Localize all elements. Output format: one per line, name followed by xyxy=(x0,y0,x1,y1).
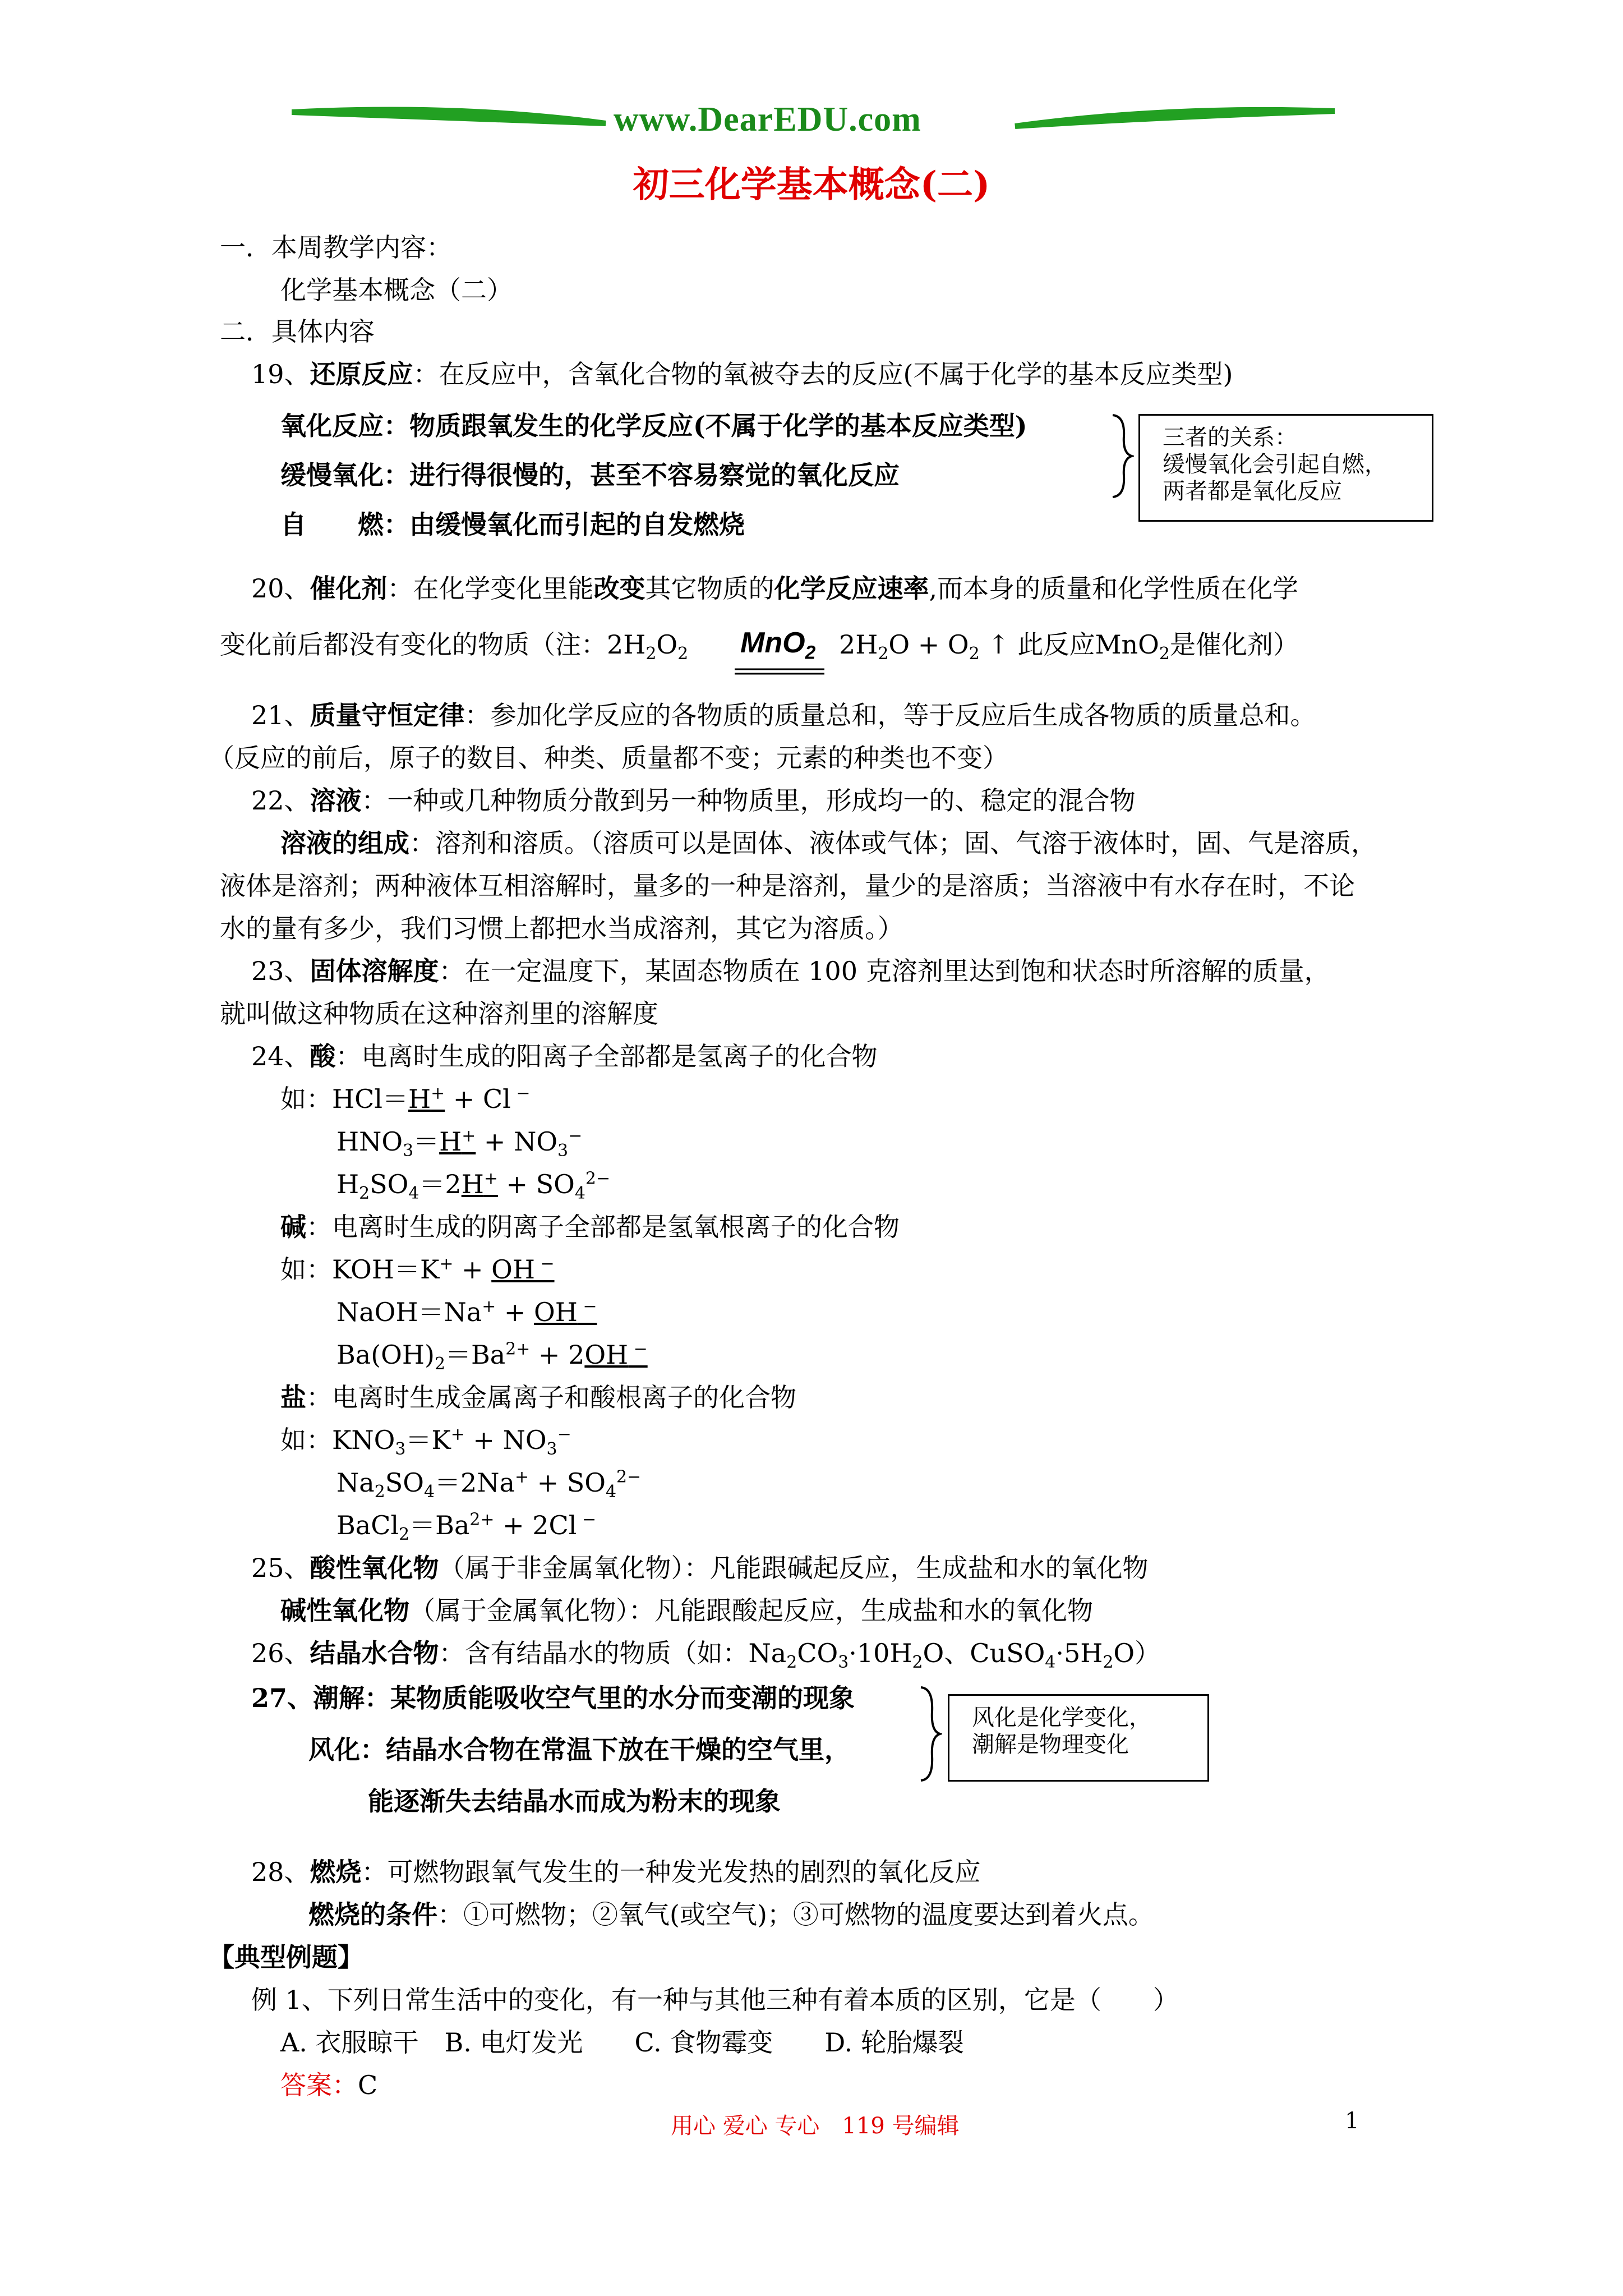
base-example-1: 如：KOH＝K+ + OH − xyxy=(280,1254,555,1285)
item-21-line-2: （反应的前后，原子的数目、种类、质量都不变；元素的种类也不变） xyxy=(209,743,1008,773)
item-28: 28、燃烧：可燃物跟氧气发生的一种发光发热的剧烈的氧化反应 xyxy=(251,1857,981,1887)
item-26: 26、结晶水合物：含有结晶水的物质（如：$Na_2CO_3\cdot 10H_2O$、$CuSO_4\cdot 5H_2O$） xyxy=(251,1638,1161,1673)
item-23-line-2: 就叫做这种物质在这种溶剂里的溶解度 xyxy=(220,999,658,1029)
solution-composition: 溶液的组成：溶剂和溶质。（溶质可以是固体、液体或气体；固、气溶于液体时，固、气是溶质， xyxy=(280,828,1377,858)
salt-example-2: $Na_2SO_4=2Na^+ + SO_4^{2-}$ xyxy=(336,1467,642,1502)
example-1-options: A. 衣服晾干 B. 电灯发光 C. 食物霉变 D. 轮胎爆裂 xyxy=(280,2027,964,2058)
item-20: 20、催化剂：在化学变化里能改变其它物质的化学反应速率,而本身的质量和化学性质在化学 xyxy=(251,573,1299,604)
brace-right-1 xyxy=(1112,414,1134,498)
base-example-2: NaOH＝Na+ + OH − xyxy=(336,1296,597,1327)
oxidation-definition: 氧化反应：物质跟氧发生的化学反应(不属于化学的基本反应类型) xyxy=(280,411,1027,441)
reaction-condition-line xyxy=(735,668,824,675)
catalyst-mno2: MnO$_2$ xyxy=(740,627,816,664)
item-23: 23、固体溶解度：在一定温度下，某固态物质在 100 克溶剂里达到饱和状态时所溶解的质量， xyxy=(251,956,1330,986)
combustion-conditions: 燃烧的条件：①可燃物；②氧气(或空气)；③可燃物的温度要达到着火点。 xyxy=(308,1899,1154,1930)
basic-oxide-definition: 碱性氧化物（属于金属氧化物）：凡能跟酸起反应，生成盐和水的氧化物 xyxy=(280,1595,1093,1626)
site-name: www.DearEDU.com xyxy=(614,100,921,139)
brace-right-2 xyxy=(920,1686,942,1782)
base-example-3: $Ba(OH)_2=Ba^{2+} + 2OH$ − xyxy=(336,1339,648,1374)
efflorescence-line-2: 能逐渐失去结晶水而成为粉末的现象 xyxy=(368,1786,781,1816)
item-24: 24、酸：电离时生成的阳离子全部都是氢离子的化合物 xyxy=(251,1041,878,1071)
self-combustion-definition: 自 燃：由缓慢氧化而引起的自发燃烧 xyxy=(280,509,745,540)
salt-example-3: $BaCl_2=Ba^{2+} + 2Cl$ − xyxy=(336,1510,596,1545)
acid-example-1: 如：HCl＝H+ + Cl − xyxy=(280,1083,531,1114)
relation-note-box: 三者的关系： 缓慢氧化会引起自燃， 两者都是氧化反应 xyxy=(1138,414,1433,522)
salt-definition: 盐：电离时生成金属离子和酸根离子的化合物 xyxy=(280,1382,796,1412)
efflorescence-definition: 风化：结晶水合物在常温下放在干燥的空气里， xyxy=(308,1734,850,1765)
item-25: 25、酸性氧化物（属于非金属氧化物）：凡能跟碱起反应，生成盐和水的氧化物 xyxy=(251,1553,1149,1583)
example-1-answer: 答案：C xyxy=(280,2070,378,2100)
section-2-heading: 二．具体内容 xyxy=(220,316,375,347)
section-1-heading: 一．本周教学内容： xyxy=(220,232,452,263)
weathering-note-box: 风化是化学变化， 潮解是物理变化 xyxy=(948,1694,1209,1782)
item-20-line-2-left: 变化前后都没有变化的物质（注：$2H_2O_2$ xyxy=(220,629,689,664)
item-22-line-4: 水的量有多少，我们习惯上都把水当成溶剂，其它为溶质。） xyxy=(220,913,903,944)
examples-heading: 【典型例题】 xyxy=(209,1942,363,1972)
base-definition: 碱：电离时生成的阴离子全部都是氢氧根离子的化合物 xyxy=(280,1212,900,1242)
section-1-content: 化学基本概念（二） xyxy=(280,275,513,305)
footer-text: 用心 爱心 专心 119 号编辑 xyxy=(671,2113,960,2139)
banner-swoosh-right xyxy=(1015,110,1335,126)
page-title: 初三化学基本概念(二) xyxy=(633,164,990,206)
item-21: 21、质量守恒定律：参加化学反应的各物质的质量总和，等于反应后生成各物质的质量总和。 xyxy=(251,700,1316,730)
banner-swoosh-left xyxy=(292,110,606,124)
acid-example-2: $HNO_3=H^+ + NO_3^-$ xyxy=(336,1126,583,1161)
item-27: 27、潮解：某物质能吸收空气里的水分而变潮的现象 xyxy=(251,1683,855,1713)
example-1-question: 例 1、下列日常生活中的变化，有一种与其他三种有着本质的区别，它是（ ） xyxy=(251,1985,1179,2015)
item-19: 19、还原反应：在反应中，含氧化合物的氧被夺去的反应(不属于化学的基本反应类型) xyxy=(251,359,1233,389)
item-22: 22、溶液：一种或几种物质分散到另一种物质里，形成均一的、稳定的混合物 xyxy=(251,785,1136,816)
slow-oxidation-definition: 缓慢氧化：进行得很慢的，甚至不容易察觉的氧化反应 xyxy=(280,460,900,490)
salt-example-1: 如：$KNO_3=K^+ + NO_3^-$ xyxy=(280,1424,571,1460)
page-number: 1 xyxy=(1345,2108,1359,2134)
item-22-line-3: 液体是溶剂；两种液体互相溶解时，量多的一种是溶剂，量少的是溶质；当溶液中有水存在时，不论 xyxy=(220,871,1355,901)
item-20-line-2-right: $2H_2O + O_2$ ↑ 此反应MnO$_2$是催化剂） xyxy=(839,629,1299,664)
acid-example-3: $H_2SO_4=2H^+ + SO_4^{2-}$ xyxy=(336,1168,610,1204)
